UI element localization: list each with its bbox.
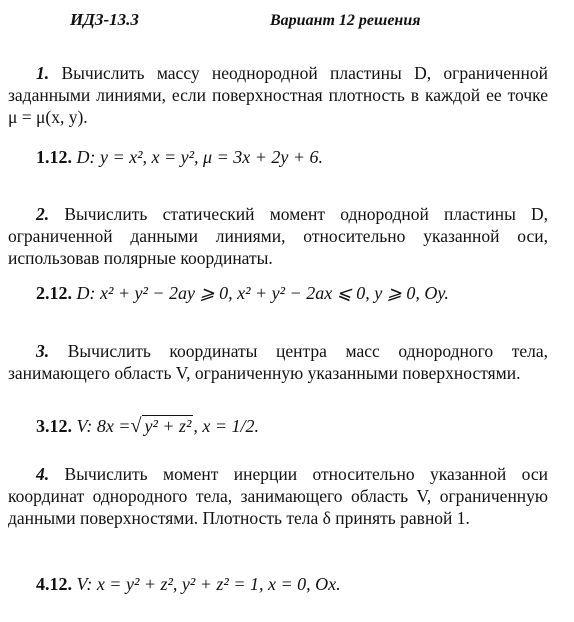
problem-4-number: 4. xyxy=(36,464,50,484)
task-2-formula: D: x² + y² − 2ay ⩾ 0, x² + y² − 2ax ⩽ 0, y ⩾ 0, Oy. xyxy=(76,283,449,303)
task-4-formula: V: x = y² + z², y² + z² = 1, x = 0, Ox. xyxy=(76,574,341,594)
problem-2-statement xyxy=(8,203,548,269)
task-4-12 xyxy=(36,574,341,595)
task-3-radicand: y² + z² xyxy=(144,416,192,436)
task-1-label: 1.12. xyxy=(36,147,72,167)
problem-2-number: 2. xyxy=(36,204,50,224)
task-2-12 xyxy=(36,283,449,304)
task-3-rhs: , x = 1/2. xyxy=(193,416,260,436)
problem-1-number: 1. xyxy=(36,63,50,83)
task-3-lhs: V: 8x = xyxy=(76,416,131,436)
problem-4-statement xyxy=(8,463,548,529)
task-1-formula: D: y = x², x = y², μ = 3x + 2y + 6. xyxy=(76,147,323,167)
document-header xyxy=(70,10,550,34)
problem-3-text: Вычислить координаты центра масс однородного тела, занимающего область V, ограниченную указанными поверхностями. xyxy=(8,341,549,383)
problem-1-text: Вычислить массу неоднородной пластины D, ограниченной заданными линиями, если поверхностная плотность в каждой ее точке μ = μ(x, y). xyxy=(8,63,548,127)
problem-2-text: Вычислить статический момент однородной пластины D, ограниченной данными линиями, относительно указанной оси, использовав полярные координаты. xyxy=(8,204,549,268)
problem-3-number: 3. xyxy=(36,341,50,361)
problem-1-statement xyxy=(8,62,548,128)
task-3-12 xyxy=(36,415,259,438)
document-id: ИДЗ-13.3 xyxy=(70,10,139,29)
task-1-12 xyxy=(36,147,323,168)
task-4-label: 4.12. xyxy=(36,574,72,594)
sqrt-symbol: √ xyxy=(130,415,142,437)
problem-3-statement xyxy=(8,340,548,384)
task-3-label: 3.12. xyxy=(36,416,72,436)
problem-4-text: Вычислить момент инерции относительно указанной оси координат однородного тела, занимающего область V, ограниченную данными поверхностями. Плотность тела δ принять равной 1. xyxy=(8,464,548,528)
variant-title: Вариант 12 решения xyxy=(270,12,421,29)
task-2-label: 2.12. xyxy=(36,283,72,303)
